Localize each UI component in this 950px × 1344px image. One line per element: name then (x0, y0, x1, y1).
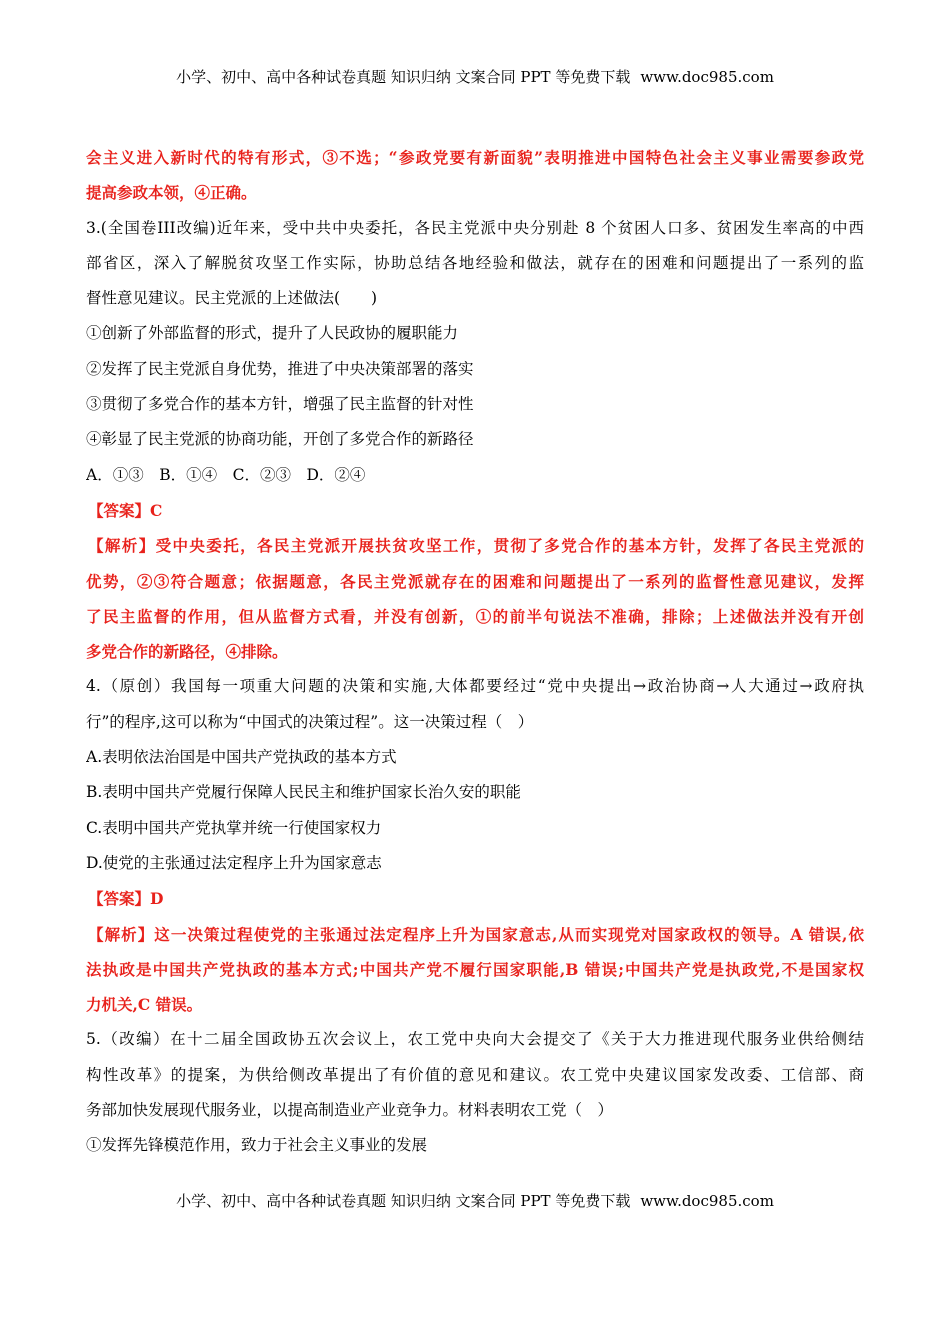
q4-analysis-line-2: 法执政是中国共产党执政的基本方式;中国共产党不履行国家职能,B 错误;中国共产党是执政党,不是国家权 (86, 959, 864, 979)
q3-stem-line-3: 督性意见建议。民主党派的上述做法( ) (86, 289, 378, 308)
prev-analysis-line-2: 提高参政本领，④正确。 (86, 183, 257, 203)
q4-option-c: C.表明中国共产党执掌并统一行使国家权力 (86, 818, 382, 837)
q4-option-a: A.表明依法治国是中国共产党执政的基本方式 (86, 748, 397, 767)
header-site: www.doc985.com (640, 68, 774, 86)
page-footer (0, 1190, 950, 1211)
q4-stem-line-2: 行”的程序,这可以称为“中国式的决策过程”。这一决策过程（ ） (86, 712, 534, 731)
q3-analysis-line-2: 优势，②③符合题意；依据题意，各民主党派就存在的困难和问题提出了一系列的监督性意见建议，发挥 (86, 571, 864, 591)
q5-stem-line-1: 5.（改编）在十二届全国政协五次会议上，农工党中央向大会提交了《关于大力推进现代服务业供给侧结 (86, 1030, 864, 1049)
q3-item-2: ②发挥了民主党派自身优势，推进了中央决策部署的落实 (86, 359, 474, 378)
q5-item-1: ①发挥先锋模范作用，致力于社会主义事业的发展 (86, 1136, 428, 1155)
q3-analysis-line-1: 【解析】受中央委托，各民主党派开展扶贫攻坚工作，贯彻了多党合作的基本方针，发挥了各民主党派的 (88, 536, 864, 556)
q3-item-4: ④彰显了民主党派的协商功能，开创了多党合作的新路径 (86, 430, 474, 449)
footer-site: www.doc985.com (640, 1192, 774, 1210)
q3-item-3: ③贯彻了多党合作的基本方针，增强了民主监督的针对性 (86, 395, 474, 414)
q3-options: A．①③ B．①④ C．②③ D．②④ (86, 465, 366, 484)
q4-option-d: D.使党的主张通过法定程序上升为国家意志 (86, 853, 382, 872)
q3-analysis-line-4: 多党合作的新路径，④排除。 (86, 642, 288, 662)
q4-analysis-line-3: 力机关,C 错误。 (86, 995, 203, 1015)
page-header (0, 66, 950, 87)
prev-analysis-line-1: 会主义进入新时代的特有形式，③不选；“参政党要有新面貌”表明推进中国特色社会主义事业需要参政党 (86, 148, 864, 167)
q3-stem-line-1: 3.(全国卷III改编)近年来，受中共中央委托，各民主党派中央分别赴 8 个贫困人口多、贫困发生率高的中西 (86, 218, 864, 237)
q3-stem-line-2: 部省区，深入了解脱贫攻坚工作实际，协助总结各地经验和做法，就存在的困难和问题提出了一系列的监 (86, 253, 864, 272)
document-body (86, 140, 864, 1164)
q5-stem-line-3: 务部加快发展现代服务业，以提高制造业产业竞争力。材料表明农工党（ ） (86, 1101, 614, 1120)
q3-analysis-line-3: 了民主监督的作用，但从监督方式看，并没有创新，①的前半句说法不准确，排除；上述做法并没有开创 (86, 606, 864, 626)
q4-analysis-line-1: 【解析】这一决策过程使党的主张通过法定程序上升为国家意志,从而实现党对国家政权的领导。A 错误,依 (88, 924, 864, 944)
q4-answer: 【答案】D (88, 889, 164, 909)
q5-stem-line-2: 构性改革》的提案，为供给侧改革提出了有价值的意见和建议。农工党中央建议国家发改委、工信部、商 (86, 1065, 864, 1084)
footer-text: 小学、初中、高中各种试卷真题 知识归纳 文案合同 PPT 等免费下载 (176, 1192, 631, 1210)
q3-answer: 【答案】C (88, 500, 163, 520)
q3-item-1: ①创新了外部监督的形式，提升了人民政协的履职能力 (86, 324, 459, 343)
q4-option-b: B.表明中国共产党履行保障人民民主和维护国家长治久安的职能 (86, 783, 521, 802)
header-text: 小学、初中、高中各种试卷真题 知识归纳 文案合同 PPT 等免费下载 (176, 68, 631, 86)
q4-stem-line-1: 4.（原创）我国每一项重大问题的决策和实施,大体都要经过“党中央提出→政治协商→人大通过→政府执 (86, 677, 864, 696)
